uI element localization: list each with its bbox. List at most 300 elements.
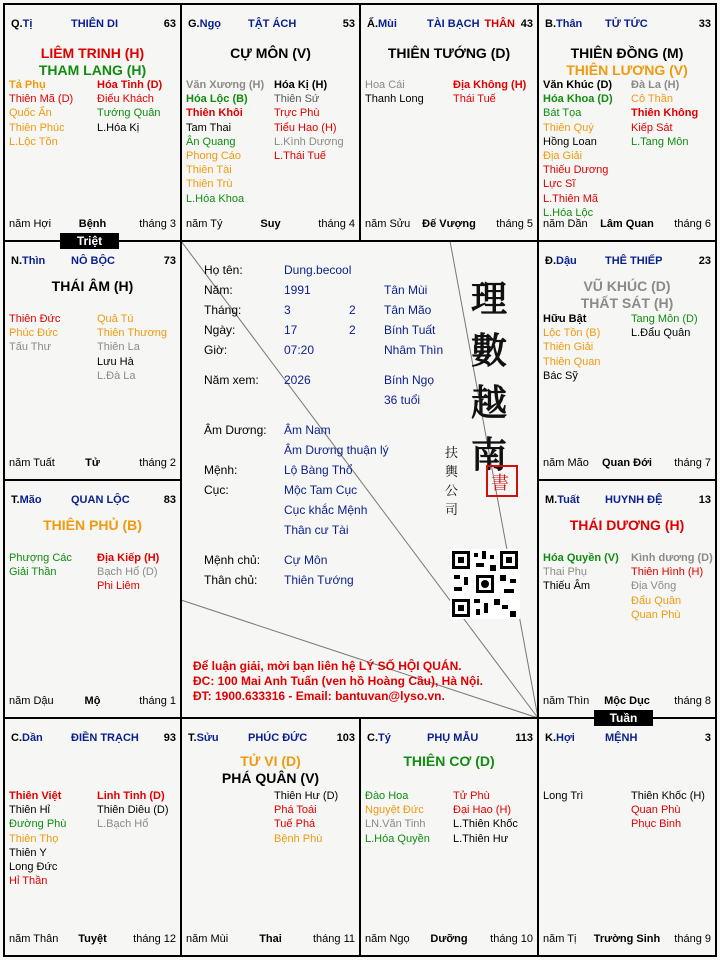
ngay-value: 17 (284, 323, 298, 337)
palace-stage: Bệnh (78, 218, 107, 230)
palace-footer (365, 933, 533, 946)
palace-footer (9, 457, 176, 470)
palace-tuat[interactable] (539, 481, 715, 717)
minor-star: Đào Hoa (365, 790, 409, 802)
grid-line (359, 3, 361, 242)
menh-chu-label: Mệnh chủ: (204, 553, 261, 567)
palace-name: TÀI BẠCH (427, 18, 480, 30)
palace-branch: Tý (378, 732, 391, 744)
nam-value: 1991 (284, 283, 311, 297)
contact-line-3[interactable]: ĐT: 1900.633316 - Email: bantuvan@lyso.vn. (193, 689, 445, 703)
am-duong-value-2: Âm Dương thuận lý (284, 443, 389, 457)
palace-stem: C. (367, 732, 378, 744)
palace-year: năm Dần (543, 218, 588, 230)
minor-stars-left (186, 78, 264, 206)
minor-star: Hỉ Thần (9, 875, 48, 888)
minor-star: Địa Kiếp (H) (97, 552, 160, 564)
main-star: THAM LANG (H) (38, 62, 147, 78)
minor-star: Văn Khúc (D) (543, 79, 613, 91)
palace-stage: Lâm Quan (600, 218, 654, 230)
ly-so-viet-nam-logo (443, 271, 533, 541)
thang-value: 3 (284, 303, 291, 317)
minor-star: Hồng Loan (543, 135, 597, 148)
minor-star: Thai Phụ (543, 566, 588, 579)
palace-branch: Hợi (556, 732, 575, 744)
palace-footer (186, 933, 355, 946)
minor-star: Linh Tinh (D) (97, 790, 165, 802)
palace-year: năm Mão (543, 457, 589, 469)
minor-star: Quốc Ấn (9, 107, 52, 120)
nam-can-chi: Tân Mùi (384, 283, 428, 297)
minor-stars-right (631, 312, 698, 340)
palace-stage: Mộc Dục (604, 695, 650, 707)
palace-ty[interactable] (361, 719, 537, 955)
gio-can-chi: Nhâm Thìn (384, 343, 444, 357)
ho-ten-value: Dung.becool (284, 263, 352, 277)
minor-star: Thiên Hỉ (9, 804, 50, 817)
main-star: THẤT SÁT (H) (580, 295, 674, 311)
ho-ten-label: Họ tên: (204, 263, 243, 277)
minor-star: Thiên La (97, 341, 140, 354)
nam-xem-can-chi: Bính Ngọ (384, 373, 435, 387)
minor-star: Phúc Đức (9, 327, 58, 340)
palace-branch: Tị (22, 18, 33, 30)
minor-star: Phong Cáo (186, 150, 242, 163)
minor-star: Địa Giải (543, 150, 583, 163)
main-star: THIÊN LƯƠNG (V) (566, 62, 688, 78)
minor-star: L.Kình Dương (274, 135, 344, 148)
palace-mao[interactable] (5, 481, 180, 717)
ngay-label: Ngày: (204, 323, 236, 337)
main-stars (539, 278, 715, 312)
palace-header (545, 255, 711, 269)
palace-number: 63 (163, 18, 176, 30)
palace-stage: Tử (85, 457, 100, 469)
minor-star: Đường Phù (9, 818, 67, 831)
thang-can-chi: Tân Mão (384, 303, 432, 317)
minor-star: Lưu Hà (97, 355, 134, 368)
palace-branch: Thân (556, 18, 583, 30)
palace-month: tháng 8 (674, 695, 711, 707)
minor-star: Thiên Đức (9, 313, 61, 325)
tuoi-value: 36 tuổi (384, 393, 421, 407)
palace-branch: Sửu (196, 732, 219, 744)
minor-stars-left (9, 551, 72, 579)
cuc-value-3: Thân cư Tài (284, 523, 349, 537)
main-star: THIÊN CƠ (D) (403, 753, 495, 769)
minor-star: Trực Phù (274, 107, 320, 120)
main-star: THÁI DƯƠNG (H) (569, 517, 685, 533)
palace-name: MỆNH (605, 732, 638, 744)
minor-star: Thiên Phúc (9, 121, 65, 134)
minor-star: Thiên Y (9, 846, 47, 859)
center-info-panel (181, 241, 538, 718)
than-chu-label: Thân chủ: (204, 573, 258, 587)
minor-star: Thiên Khốc (H) (631, 790, 705, 802)
palace-name: QUAN LỘC (71, 494, 130, 506)
palace-year: năm Dậu (9, 695, 54, 707)
menh-chu-value: Cự Môn (284, 553, 328, 567)
palace-name: TẬT ÁCH (248, 18, 297, 30)
palace-number: 113 (515, 732, 533, 744)
minor-star: Thiếu Âm (543, 580, 591, 593)
minor-star: Thiên Mã (D) (9, 93, 74, 106)
palace-thin[interactable] (5, 242, 180, 479)
grid-line (537, 3, 539, 957)
palace-stem: C. (11, 732, 22, 744)
main-stars (539, 45, 715, 79)
contact-line-1: Để luận giải, mời bạn liên hệ LÝ SỐ HỘI QUÁN. (193, 659, 462, 673)
palace-mui[interactable] (361, 5, 537, 240)
minor-star: Tả Phụ (9, 79, 46, 91)
main-star: VŨ KHÚC (D) (583, 278, 671, 294)
minor-stars-left (9, 312, 60, 355)
grid-line (715, 3, 717, 957)
minor-star: Quả Tú (97, 313, 134, 325)
grid-line (538, 479, 717, 481)
contact-line-2: ĐC: 100 Mai Anh Tuấn (ven hồ Hoàng Cầu), Hà Nội. (193, 674, 484, 688)
main-stars (361, 753, 537, 770)
palace-stage: Dưỡng (430, 933, 468, 945)
palace-stem: Ấ. (367, 18, 378, 30)
palace-footer (543, 695, 711, 708)
minor-star: Tử Phù (453, 790, 490, 802)
nam-label: Năm: (204, 283, 233, 297)
palace-month: tháng 5 (496, 218, 533, 230)
palace-number: 43 (520, 18, 533, 30)
minor-star: Thiên Việt (9, 790, 62, 802)
main-stars (5, 517, 180, 534)
minor-star: Long Đức (9, 861, 58, 874)
minor-star: Thiên Thương (97, 327, 168, 340)
grid-line (3, 479, 181, 481)
minor-star: Thiên Thọ (9, 832, 59, 845)
palace-month: tháng 4 (318, 218, 355, 230)
main-star: PHÁ QUÂN (V) (221, 770, 320, 786)
than-chu-value: Thiên Tướng (284, 573, 354, 587)
palace-month: tháng 1 (139, 695, 176, 707)
palace-name: THÊ THIẾP (605, 255, 663, 267)
palace-footer (9, 695, 176, 708)
main-stars (539, 517, 715, 534)
minor-stars-right (631, 789, 705, 832)
palace-month: tháng 10 (490, 933, 533, 945)
svg-text:數: 數 (471, 330, 508, 372)
palace-month: tháng 11 (312, 933, 355, 945)
minor-star: Thiên Quý (543, 121, 594, 134)
minor-stars-left (9, 789, 66, 888)
main-star: THÁI ÂM (H) (51, 278, 134, 294)
palace-number: 23 (698, 255, 711, 267)
minor-star: Cô Thần (631, 93, 673, 106)
palace-month: tháng 6 (674, 218, 711, 230)
minor-star: Hóa Lộc (B) (186, 93, 248, 106)
palace-name: PHÚC ĐỨC (248, 732, 308, 744)
minor-stars-right (274, 789, 338, 846)
palace-month: tháng 2 (139, 457, 176, 469)
palace-year: năm Tuất (9, 457, 55, 469)
palace-number: 73 (163, 255, 176, 267)
main-star: CỰ MÔN (V) (230, 45, 311, 61)
palace-number: 103 (336, 732, 355, 744)
palace-dan[interactable] (5, 719, 180, 955)
main-stars (5, 45, 180, 79)
minor-star: Tuế Phá (274, 818, 316, 831)
palace-branch: Ngọ (199, 18, 222, 30)
cuc-value: Mộc Tam Cục (284, 483, 358, 497)
minor-star: Tam Thai (186, 121, 232, 134)
palace-name: TỬ TỨC (605, 18, 648, 30)
minor-star: Bát Tọa (543, 107, 582, 120)
minor-star: Địa Không (H) (453, 79, 527, 91)
minor-star: L.Đà La (97, 369, 136, 382)
minor-star: Bác Sỹ (543, 369, 578, 382)
palace-branch: Tuất (557, 494, 580, 506)
menh-value: Lộ Bàng Thổ (284, 463, 353, 477)
triet-tag: Triệt (60, 233, 119, 249)
minor-star: Thanh Long (365, 93, 424, 106)
thang-am-lich: 2 (349, 303, 356, 317)
minor-star: Hóa Khoa (D) (543, 93, 613, 106)
svg-text:扶: 扶 (445, 446, 459, 461)
svg-text:公: 公 (445, 484, 459, 499)
minor-star: Bạch Hổ (D) (97, 566, 158, 579)
minor-star: Phục Binh (631, 818, 682, 831)
minor-star: Ân Quang (186, 135, 236, 148)
minor-star: L.Thiên Hư (453, 832, 509, 845)
minor-stars-left (543, 789, 583, 803)
minor-star: Tấu Thư (9, 341, 52, 354)
grid-line (3, 3, 5, 957)
minor-star: Lộc Tồn (B) (543, 327, 601, 340)
minor-star: Hóa Tinh (D) (97, 79, 163, 91)
palace-stage: Thai (259, 933, 282, 945)
palace-header (11, 494, 176, 508)
palace-stem: T. (188, 732, 197, 744)
minor-stars-right (453, 789, 518, 846)
minor-stars-right (631, 551, 713, 622)
am-duong-label: Âm Dương: (204, 423, 267, 437)
palace-branch: Mùi (378, 18, 397, 30)
palace-branch: Mão (19, 494, 42, 506)
palace-stem: M. (545, 494, 558, 506)
minor-star: Quan Phù (631, 804, 681, 817)
palace-branch: Thìn (22, 255, 46, 267)
palace-month: tháng 3 (139, 218, 176, 230)
palace-footer (9, 933, 176, 946)
palace-stem: N. (11, 255, 22, 267)
palace-stem: T. (11, 494, 20, 506)
minor-star: Bệnh Phù (274, 832, 323, 845)
palace-stage: Đế Vượng (422, 218, 476, 230)
palace-branch: Dậu (556, 255, 577, 267)
palace-number: 83 (163, 494, 176, 506)
main-star: TỬ VI (D) (240, 753, 301, 769)
palace-stage: Trường Sinh (593, 933, 661, 945)
palace-year: năm Mùi (186, 933, 229, 945)
menh-label: Mệnh: (204, 463, 238, 477)
minor-stars-left (365, 789, 430, 846)
palace-year: năm Hợi (9, 218, 52, 230)
palace-branch: Dần (22, 732, 43, 744)
palace-header (545, 494, 711, 508)
minor-star: Điếu Khách (97, 93, 154, 106)
minor-star: L.Thiên Mã (543, 192, 599, 205)
palace-than[interactable] (539, 5, 715, 240)
palace-stem: Q. (11, 18, 23, 30)
palace-month: tháng 7 (674, 457, 711, 469)
palace-footer (9, 218, 176, 231)
main-star: THIÊN PHỦ (B) (43, 517, 142, 533)
palace-header (11, 255, 176, 269)
palace-header (11, 18, 176, 32)
palace-header (545, 732, 711, 746)
palace-number: 53 (342, 18, 355, 30)
minor-star: Lực Sĩ (543, 178, 576, 191)
palace-footer (543, 457, 711, 470)
palace-stem: B. (545, 18, 556, 30)
palace-ti[interactable] (5, 5, 180, 240)
palace-year: năm Thân (9, 933, 59, 945)
minor-star: Đẩu Quân (631, 594, 682, 607)
svg-text:司: 司 (445, 503, 459, 518)
minor-star: L.Đẩu Quân (631, 327, 691, 340)
palace-footer (543, 933, 711, 946)
minor-stars-left (9, 78, 73, 149)
palace-stage: Mộ (84, 695, 101, 707)
main-star: LIÊM TRINH (H) (40, 45, 145, 61)
palace-ngo[interactable] (182, 5, 359, 240)
minor-stars-left (365, 78, 424, 106)
minor-star: Thiên Khôi (186, 107, 243, 120)
palace-number: 3 (704, 732, 711, 744)
minor-stars-right (97, 789, 169, 832)
minor-star: Văn Xương (H) (186, 79, 265, 91)
svg-text:輿: 輿 (445, 465, 459, 480)
palace-suu[interactable] (182, 719, 359, 955)
minor-star: Tiểu Hao (H) (274, 121, 337, 134)
than-marker: THÂN (484, 18, 515, 30)
svg-text:南: 南 (471, 434, 508, 476)
minor-star: L.Hóa Khoa (186, 192, 245, 205)
svg-text:越: 越 (471, 382, 508, 424)
minor-star: Hữu Bật (543, 313, 587, 325)
minor-star: Thiên Quan (543, 355, 601, 368)
minor-star: L.Thiên Khốc (453, 818, 518, 831)
palace-footer (365, 218, 533, 231)
am-duong-value: Âm Nam (284, 423, 331, 437)
palace-header (367, 18, 533, 32)
palace-header (188, 732, 355, 746)
minor-stars-left (543, 78, 613, 220)
palace-stem: K. (545, 732, 556, 744)
minor-stars-right (274, 78, 344, 163)
palace-header (11, 732, 176, 746)
qr-code[interactable] (450, 549, 520, 619)
main-star: THIÊN TƯỚNG (D) (387, 45, 511, 61)
palace-header (367, 732, 533, 746)
tuan-tag: Tuần (594, 710, 653, 726)
minor-star: L.Bạch Hổ (97, 818, 149, 831)
minor-star: L.Hóa Lộc (543, 206, 594, 219)
minor-stars-right (453, 78, 526, 106)
minor-star: L.Hóa Kị (97, 121, 140, 134)
palace-dau[interactable] (539, 242, 715, 479)
main-stars (182, 753, 359, 787)
minor-star: L.Lộc Tồn (9, 135, 58, 148)
gio-label: Giờ: (204, 343, 228, 357)
minor-stars-right (97, 78, 162, 135)
minor-star: Thiên Tài (186, 164, 232, 177)
svg-text:理: 理 (471, 278, 508, 320)
palace-footer (186, 218, 355, 231)
minor-star: Thiên Sứ (274, 93, 320, 106)
ngay-am-lich: 2 (349, 323, 356, 337)
gio-value: 07:20 (284, 343, 315, 357)
minor-stars-right (97, 551, 159, 594)
minor-star: Địa Võng (631, 580, 677, 593)
minor-star: Thiên Trù (186, 178, 233, 191)
main-stars (182, 45, 359, 62)
minor-star: Giải Thần (9, 566, 57, 579)
palace-month: tháng 12 (133, 933, 176, 945)
ngay-can-chi: Bính Tuất (384, 323, 436, 337)
minor-star: Đà La (H) (631, 79, 680, 91)
palace-year: năm Ngọ (365, 933, 410, 945)
palace-stage: Tuyệt (78, 933, 107, 945)
main-stars (5, 278, 180, 295)
palace-year: năm Tý (186, 218, 223, 230)
palace-year: năm Tị (543, 933, 577, 945)
minor-star: Quan Phù (631, 608, 681, 621)
svg-text:書: 書 (491, 473, 509, 494)
palace-stem: G. (188, 18, 200, 30)
palace-name: THIÊN DI (71, 18, 119, 30)
main-stars (361, 45, 537, 62)
palace-stem: Đ. (545, 255, 556, 267)
minor-star: LN.Văn Tinh (365, 818, 426, 831)
nam-xem-label: Năm xem: (204, 373, 259, 387)
minor-star: Nguyệt Đức (365, 804, 424, 817)
palace-year: năm Sửu (365, 218, 411, 230)
palace-number: 13 (698, 494, 711, 506)
thang-label: Tháng: (204, 303, 242, 317)
minor-stars-left (543, 551, 619, 594)
palace-stage: Quan Đới (602, 457, 652, 469)
main-star: THIÊN ĐỒNG (M) (570, 45, 684, 61)
minor-star: Thiên Hư (D) (274, 790, 339, 802)
minor-star: L.Tang Môn (631, 135, 689, 148)
minor-star: Thiên Giải (543, 341, 594, 354)
minor-star: Tướng Quân (97, 107, 161, 120)
palace-number: 93 (163, 732, 176, 744)
minor-star: Thiên Không (631, 107, 699, 120)
minor-stars-right (97, 312, 167, 383)
cuc-label: Cục: (204, 483, 229, 497)
minor-star: Thái Tuế (453, 93, 496, 106)
palace-header (188, 18, 355, 32)
grid-line (359, 717, 361, 957)
palace-year: năm Thìn (543, 695, 590, 707)
palace-name: PHỤ MẪU (427, 732, 479, 744)
minor-star: Kiếp Sát (631, 121, 673, 134)
minor-star: Hoa Cái (365, 79, 405, 91)
minor-star: Hóa Kị (H) (274, 79, 328, 91)
palace-name: NÔ BỘC (71, 255, 115, 267)
minor-stars-right (631, 78, 698, 149)
minor-star: Tang Môn (D) (631, 313, 698, 325)
palace-hoi[interactable] (539, 719, 715, 955)
